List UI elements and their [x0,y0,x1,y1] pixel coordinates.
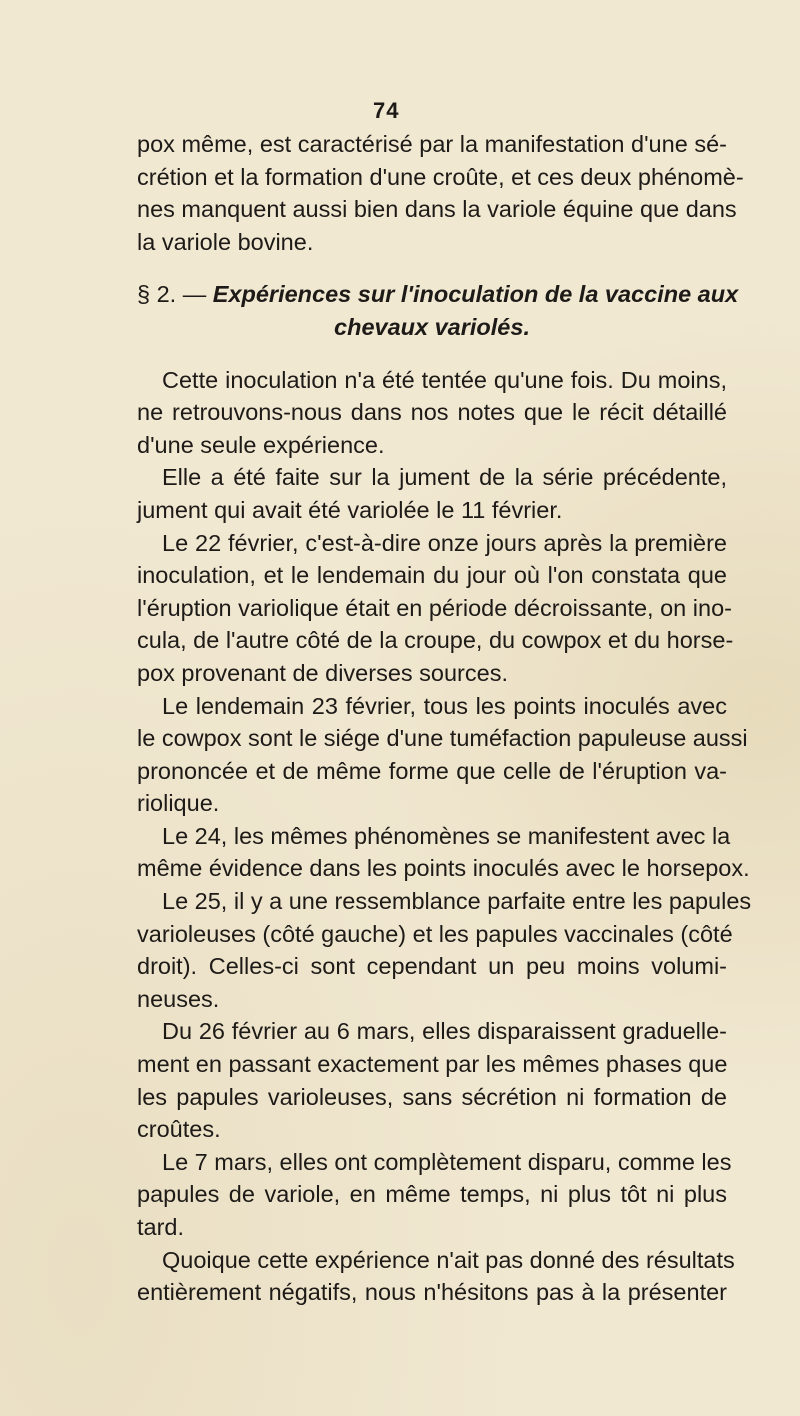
text-line: inoculation, et le lendemain du jour où l'on constata que [137,562,727,589]
text-line: pox même, est caractérisé par la manifestation d'une sé- [137,131,727,157]
text-line: d'une seule expérience. [137,431,385,458]
text-line: la variole bovine. [137,228,314,255]
paragraph [137,885,752,1015]
text-line: riolique. [137,790,220,817]
paragraph [137,527,734,690]
text-line: ne retrouvons-nous dans nos notes que le récit détaillé [137,399,727,426]
text-line: prononcée et de même forme que celle de l'éruption va- [137,757,727,784]
text-line: Elle a été faite sur la jument de la série précédente, [162,464,727,491]
text-line: Le 25, il y a une ressemblance parfaite entre les papules [162,888,752,915]
section-title-line-2: chevaux variolés. [334,313,530,340]
paragraph [137,1146,732,1244]
paragraph [137,1244,735,1309]
text-line: crétion et la formation d'une croûte, et ces deux phénomè- [137,163,744,190]
page-number: 74 [373,98,400,123]
text-line: tard. [137,1214,185,1240]
paragraph [137,364,727,462]
text-line: Le 7 mars, elles ont complètement disparu, comme les [162,1148,732,1175]
section-number: § 2. — [137,281,207,308]
paragraph-list [137,364,752,1309]
text-line: croûtes. [137,1116,221,1143]
text-line: ment en passant exactement par les mêmes phases que [137,1051,728,1078]
paragraph [137,690,748,820]
text-line: cula, de l'autre côté de la croupe, du cowpox et du horse- [137,627,734,654]
text-line: Cette inoculation n'a été tentée qu'une fois. Du moins, [162,366,727,393]
text-line: Le 22 février, c'est-à-dire onze jours après la première [162,529,727,556]
text-line: Le 24, les mêmes phénomènes se manifestent avec la [162,822,731,849]
text-line: Du 26 février au 6 mars, elles disparaissent graduelle- [162,1018,727,1045]
text-line: les papules varioleuses, sans sécrétion ni formation de [137,1083,727,1110]
section-heading [137,278,739,343]
text-line: entièrement négatifs, nous n'hésitons pas à la présenter [137,1279,727,1306]
text-line: nes manquent aussi bien dans la variole équine que dans [137,196,737,223]
text-line: pox provenant de diverses sources. [137,659,508,686]
intro-paragraph [137,128,744,258]
text-line: droit). Celles-ci sont cependant un peu moins volumi- [137,953,727,980]
text-line: Le lendemain 23 février, tous les points inoculés avec [162,692,727,719]
paragraph [137,1015,727,1145]
page-body-text [137,128,752,1309]
text-line: même évidence dans les points inoculés avec le horsepox. [137,855,750,882]
paragraph [137,820,750,885]
text-line: varioleuses (côté gauche) et les papules vaccinales (côté [137,920,733,947]
section-title-line-1: Expériences sur l'inoculation de la vaccine aux [212,281,739,308]
text-line: papules de variole, en même temps, ni plus tôt ni plus [137,1181,727,1208]
text-line: le cowpox sont le siége d'une tuméfaction papuleuse aussi [137,725,748,752]
text-line: l'éruption variolique était en période décroissante, on ino- [137,594,732,621]
paragraph [137,461,727,526]
text-line: neuses. [137,985,220,1012]
text-line: Quoique cette expérience n'ait pas donné des résultats [162,1246,735,1273]
text-line: jument qui avait été variolée le 11 février. [137,496,563,523]
